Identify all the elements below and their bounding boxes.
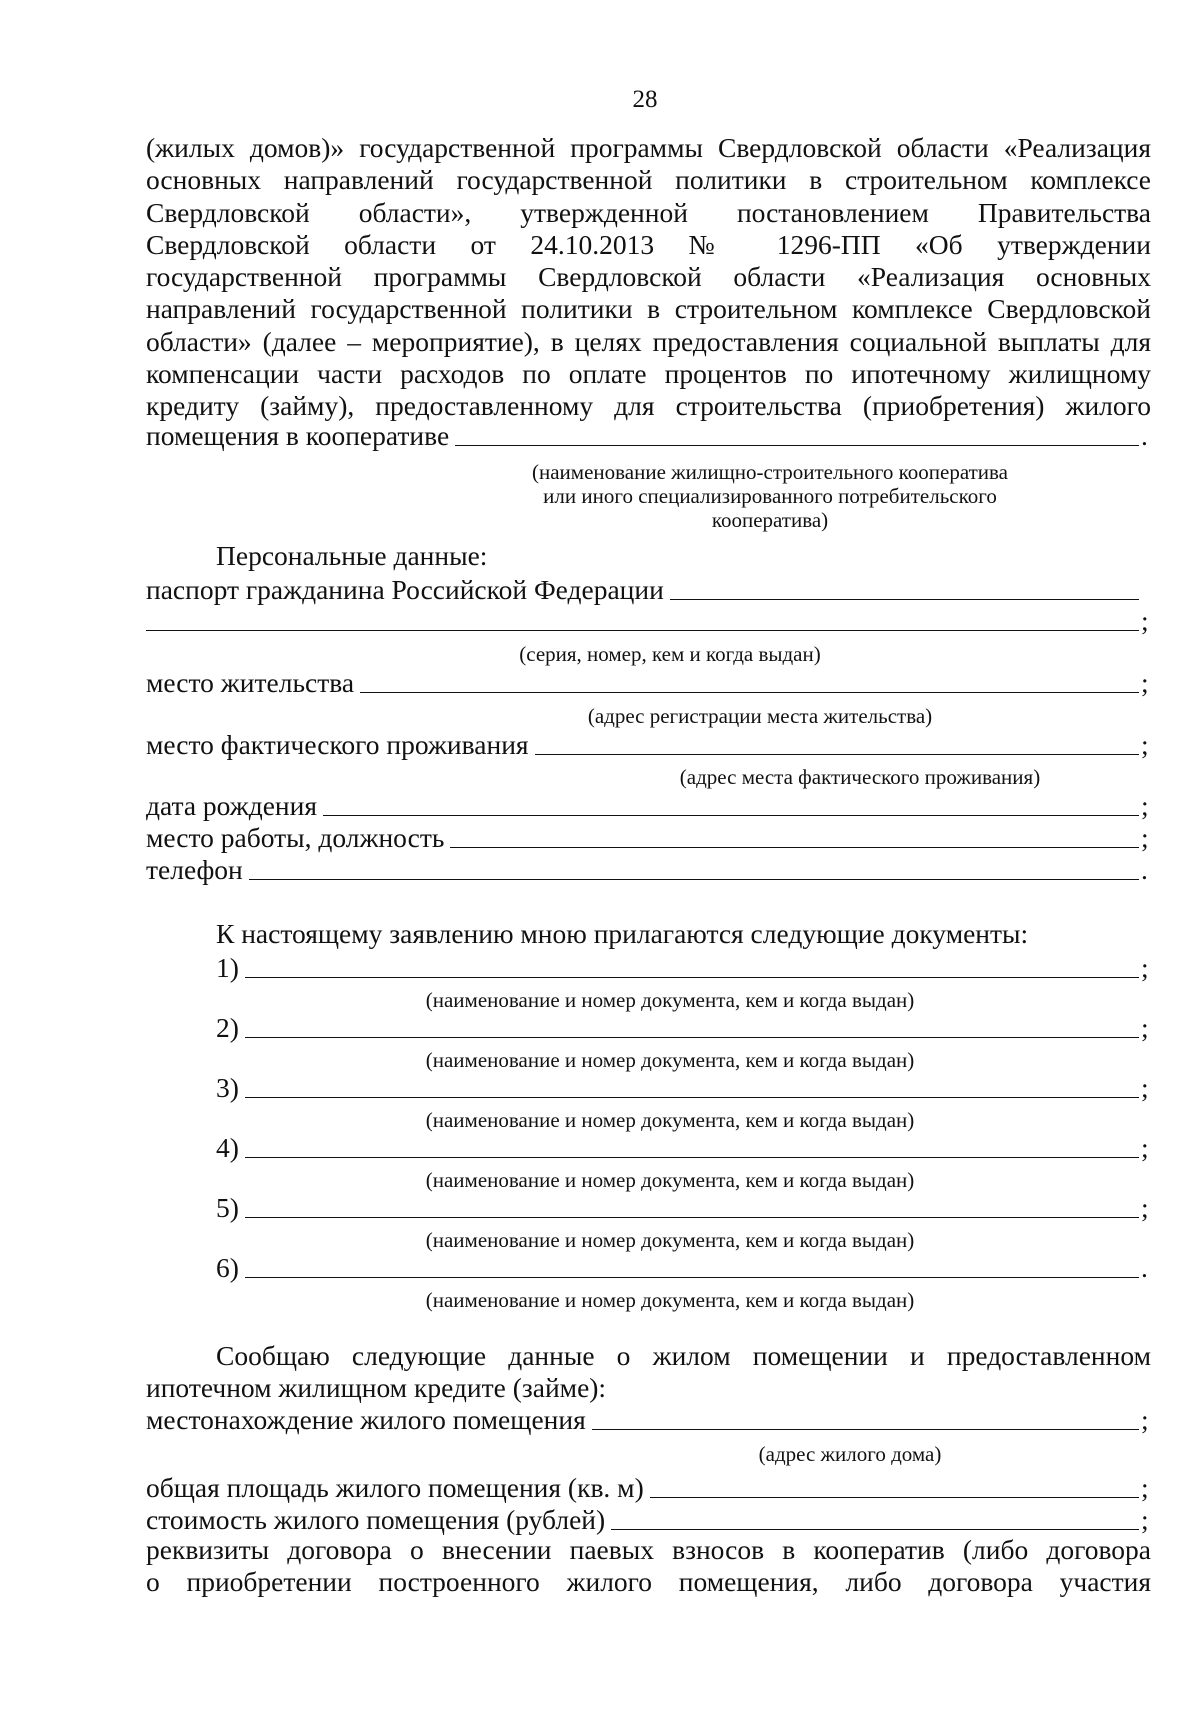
actual-residence-fill-line[interactable]: [535, 753, 1139, 755]
intro-line: компенсации части расходов по оплате процентов по ипотечному жилищному: [146, 358, 1151, 390]
cooperative-fill-line[interactable]: [455, 444, 1139, 446]
document-fill-line[interactable]: [245, 976, 1139, 978]
housing-area-field[interactable]: [146, 1470, 1151, 1504]
documents-heading: К настоящему заявлению мною прилагаются следующие документы:: [216, 918, 1029, 949]
page-number: 28: [632, 86, 658, 113]
actual-residence-label: место фактического проживания: [146, 729, 529, 760]
housing-cost-fill-line[interactable]: [611, 1528, 1139, 1530]
birth-date-field[interactable]: [146, 788, 1151, 822]
passport-label: паспорт гражданина Российской Федерации: [146, 574, 664, 605]
passport-fill-line[interactable]: [670, 598, 1139, 600]
phone-label: телефон: [146, 854, 243, 885]
document-end: ;: [1141, 952, 1149, 983]
actual-residence-end: ;: [1141, 729, 1149, 760]
personal-heading: Персональные данные:: [216, 540, 488, 571]
document-fill-line[interactable]: [245, 1096, 1139, 1098]
birth-date-fill-line[interactable]: [323, 814, 1139, 816]
residence-fill-line[interactable]: [360, 691, 1139, 693]
document-field-2[interactable]: [146, 1010, 1151, 1044]
document-hint: (наименование и номер документа, кем и когда выдан): [425, 1048, 915, 1072]
housing-location-field[interactable]: [146, 1402, 1151, 1436]
intro-line: направлений государственной политики в строительном комплексе Свердловской: [146, 293, 1151, 325]
intro-line: области» (далее – мероприятие), в целях предоставления социальной выплаты для: [146, 325, 1151, 357]
document-number: 5): [216, 1192, 239, 1223]
birth-date-end: ;: [1141, 790, 1149, 821]
passport-continuation-field[interactable]: [146, 603, 1151, 637]
housing-intro-line: ипотечном жилищном кредите (займе):: [146, 1372, 607, 1404]
document-end: .: [1141, 1252, 1148, 1283]
intro-line: основных направлений государственной политики в строительном комплексе: [146, 164, 1151, 196]
document-end: ;: [1141, 1132, 1149, 1163]
document-hint: (наименование и номер документа, кем и когда выдан): [425, 988, 915, 1012]
document-hint: (наименование и номер документа, кем и когда выдан): [425, 1228, 915, 1252]
intro-line: кредиту (займу), предоставленному для строительства (приобретения) жилого: [146, 390, 1151, 422]
document-field-1[interactable]: [146, 950, 1151, 984]
passport-end: ;: [1141, 605, 1149, 636]
document-fill-line[interactable]: [245, 1216, 1139, 1218]
document-number: 4): [216, 1132, 239, 1163]
residence-label: место жительства: [146, 667, 355, 698]
actual-residence-hint: (адрес места фактического проживания): [679, 765, 1041, 789]
document-field-5[interactable]: [146, 1190, 1151, 1224]
cooperative-hint-line: или иного специализированного потребительского: [543, 484, 997, 508]
cooperative-field[interactable]: [146, 418, 1151, 452]
housing-cost-end: ;: [1141, 1504, 1149, 1535]
housing-location-fill-line[interactable]: [592, 1428, 1139, 1430]
housing-location-hint: (адрес жилого дома): [758, 1442, 942, 1466]
intro-paragraph: [146, 132, 1151, 423]
intro-line: Свердловской области», утвержденной постановлением Правительства: [146, 196, 1151, 228]
housing-area-label: общая площадь жилого помещения (кв. м): [146, 1472, 644, 1503]
document-number: 3): [216, 1072, 239, 1103]
document-field-4[interactable]: [146, 1130, 1151, 1164]
document-hint: (наименование и номер документа, кем и когда выдан): [425, 1108, 915, 1132]
document-number: 2): [216, 1012, 239, 1043]
cooperative-label: помещения в кооперативе: [146, 420, 450, 451]
phone-end: .: [1141, 854, 1148, 885]
phone-field[interactable]: [146, 852, 1151, 886]
workplace-label: место работы, должность: [146, 822, 445, 853]
housing-location-end: ;: [1141, 1404, 1149, 1435]
document-fill-line[interactable]: [245, 1156, 1139, 1158]
housing-location-label: местонахождение жилого помещения: [146, 1404, 586, 1435]
document-end: ;: [1141, 1192, 1149, 1223]
document-number: 1): [216, 952, 239, 983]
cooperative-end: .: [1141, 420, 1148, 451]
intro-line: государственной программы Свердловской области «Реализация основных: [146, 261, 1151, 293]
workplace-field[interactable]: [146, 820, 1151, 854]
workplace-end: ;: [1141, 822, 1149, 853]
birth-date-label: дата рождения: [146, 790, 318, 821]
cooperative-hint-line: (наименование жилищно-строительного кооператива: [532, 460, 1008, 484]
document-hint: (наименование и номер документа, кем и когда выдан): [425, 1168, 915, 1192]
document-fill-line[interactable]: [245, 1036, 1139, 1038]
residence-hint: (адрес регистрации места жительства): [587, 704, 933, 728]
intro-line: Свердловской области от 24.10.2013 № 1296-ПП «Об утверждении: [146, 228, 1151, 260]
document-fill-line[interactable]: [245, 1276, 1139, 1278]
passport-hint: (серия, номер, кем и когда выдан): [519, 642, 821, 666]
cooperative-hint: [480, 460, 1060, 532]
passport-fill-line-2[interactable]: [146, 629, 1139, 631]
housing-intro-line: Сообщаю следующие данные о жилом помещении и предоставленном: [216, 1340, 1151, 1371]
document-end: ;: [1141, 1012, 1149, 1043]
housing-intro: [146, 1340, 1151, 1405]
residence-end: ;: [1141, 667, 1149, 698]
document-hint: (наименование и номер документа, кем и когда выдан): [425, 1288, 915, 1312]
contract-line: о приобретении построенного жилого помещения, либо договора участия: [146, 1566, 1151, 1598]
housing-cost-field[interactable]: [146, 1502, 1151, 1536]
actual-residence-field[interactable]: [146, 727, 1151, 761]
intro-line: (жилых домов)» государственной программы Свердловской области «Реализация: [146, 132, 1151, 163]
residence-field[interactable]: [146, 665, 1151, 699]
phone-fill-line[interactable]: [249, 878, 1139, 880]
housing-area-fill-line[interactable]: [650, 1496, 1139, 1498]
document-field-3[interactable]: [146, 1070, 1151, 1104]
document-end: ;: [1141, 1072, 1149, 1103]
contract-paragraph: [146, 1534, 1151, 1599]
workplace-fill-line[interactable]: [450, 846, 1139, 848]
housing-cost-label: стоимость жилого помещения (рублей): [146, 1504, 606, 1535]
passport-field[interactable]: [146, 572, 1151, 606]
cooperative-hint-line: кооператива): [711, 508, 829, 532]
housing-area-end: ;: [1141, 1472, 1149, 1503]
document-number: 6): [216, 1252, 239, 1283]
contract-line: реквизиты договора о внесении паевых взносов в кооператив (либо договора: [146, 1534, 1151, 1565]
document-field-6[interactable]: [146, 1250, 1151, 1284]
